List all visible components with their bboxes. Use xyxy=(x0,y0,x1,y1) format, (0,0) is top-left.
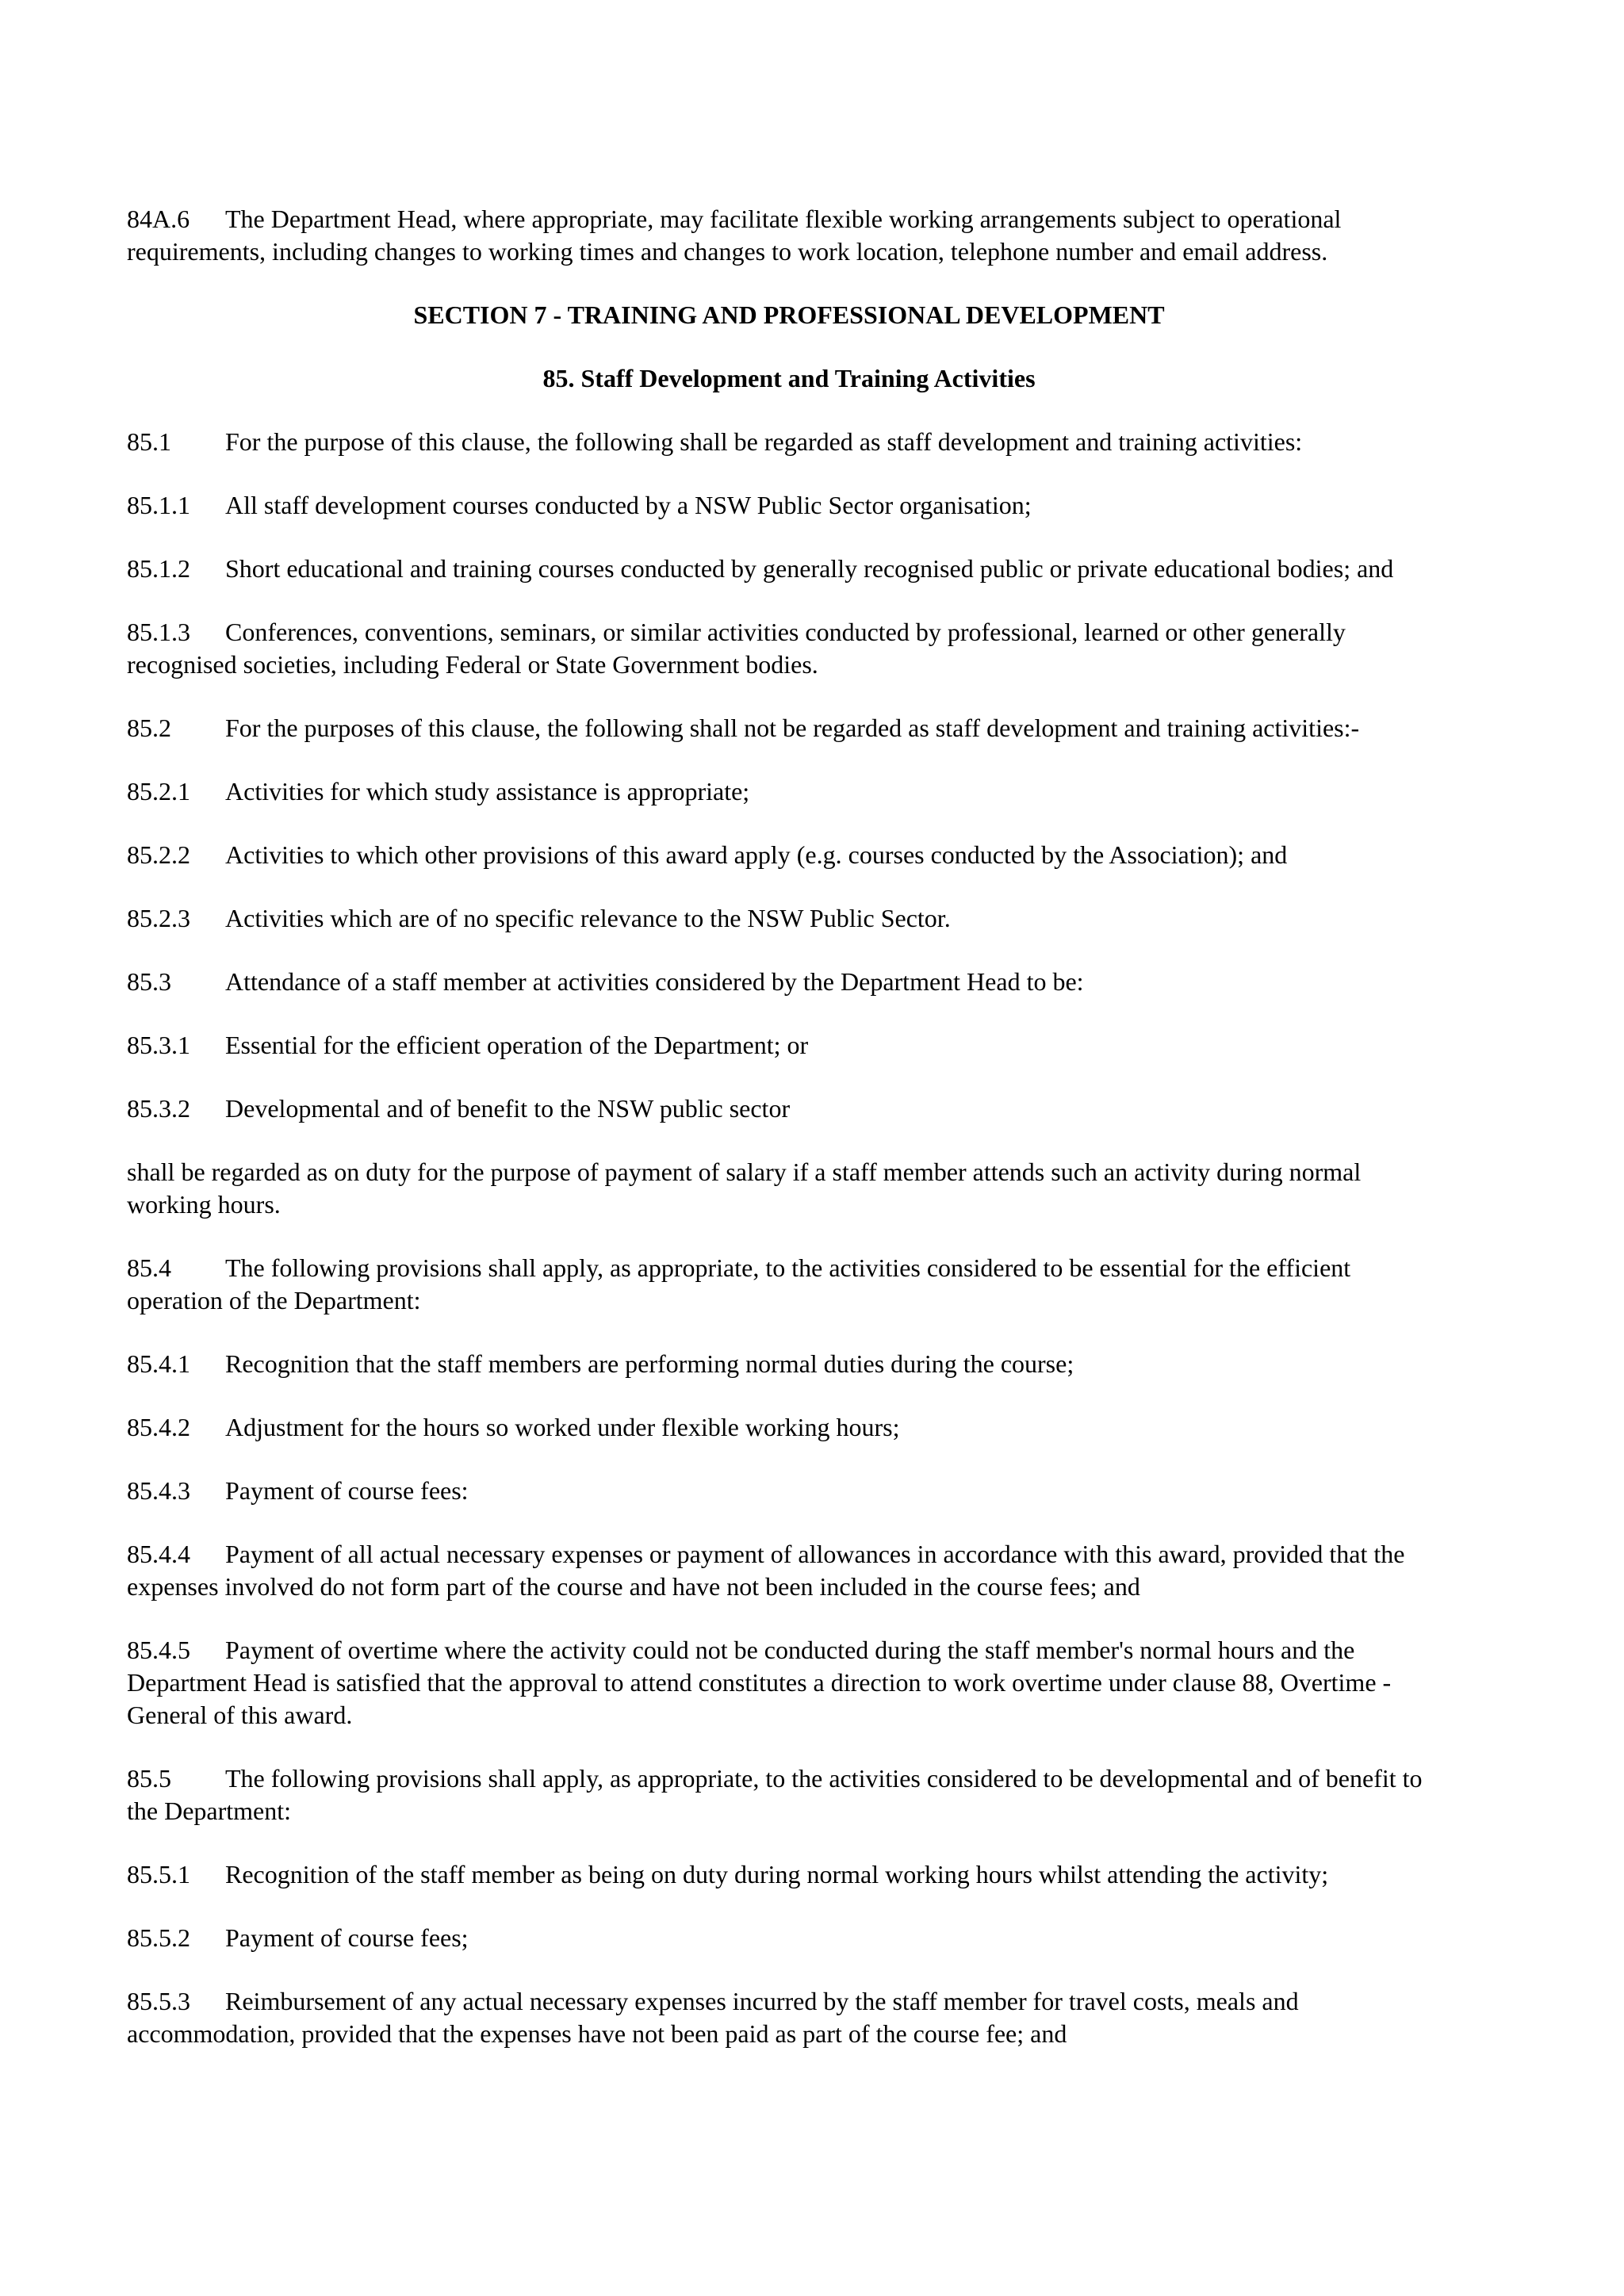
clause-number: 85.1.3 xyxy=(127,618,190,646)
clause-text: Reimbursement of any actual necessary expenses incurred by the staff member for travel costs, meals and accommodation, provided that the expenses have not been paid as part of the course fee; and xyxy=(127,1987,1299,2048)
clause-number: 85.5 xyxy=(127,1764,171,1793)
clause-text: Payment of course fees; xyxy=(225,1923,469,1952)
clause-text: Essential for the efficient operation of the Department; or xyxy=(225,1031,809,1059)
clause-number: 85.1 xyxy=(127,427,171,456)
clause-text: Payment of all actual necessary expenses or payment of allowances in accordance with this award, provided that the expenses involved do not form part of the course and have not been included in the course fees; and xyxy=(127,1540,1405,1601)
clause-number: 85.3.1 xyxy=(127,1031,190,1059)
clause-85-2-1 xyxy=(127,775,1451,808)
clause-text: Activities for which study assistance is appropriate; xyxy=(225,777,750,806)
clause-85-2 xyxy=(127,712,1451,744)
clause-85-3-continuation xyxy=(127,1156,1451,1221)
clause-number: 85.2.1 xyxy=(127,777,190,806)
clause-text: Activities which are of no specific relevance to the NSW Public Sector. xyxy=(225,904,951,932)
clause-85-1-3 xyxy=(127,616,1451,681)
clause-number: 85.4.5 xyxy=(127,1636,190,1664)
clause-number: 85.4.4 xyxy=(127,1540,190,1568)
clause-text: Conferences, conventions, seminars, or similar activities conducted by professional, learned or other generally recognised societies, including Federal or State Government bodies. xyxy=(127,618,1346,679)
clause-85-4-5 xyxy=(127,1634,1451,1732)
clause-text: Payment of course fees: xyxy=(225,1476,469,1505)
clause-85-5-2 xyxy=(127,1922,1451,1954)
clause-number: 85.2.2 xyxy=(127,840,190,869)
clause-number: 85.4 xyxy=(127,1253,171,1282)
clause-text: Activities to which other provisions of this award apply (e.g. courses conducted by the Association); and xyxy=(225,840,1288,869)
clause-number: 85.2.3 xyxy=(127,904,190,932)
clause-text: Recognition of the staff member as being on duty during normal working hours whilst attending the activity; xyxy=(225,1860,1329,1888)
clause-85-4-4 xyxy=(127,1538,1451,1603)
section-heading: SECTION 7 - TRAINING AND PROFESSIONAL DEVELOPMENT xyxy=(413,300,1165,329)
clause-number: 85.3 xyxy=(127,967,171,996)
clause-text: shall be regarded as on duty for the purpose of payment of salary if a staff member attends such an activity during normal working hours. xyxy=(127,1158,1362,1219)
clause-text: Attendance of a staff member at activities considered by the Department Head to be: xyxy=(225,967,1084,996)
clause-85-5-3 xyxy=(127,1985,1451,2050)
document-body xyxy=(127,203,1451,2081)
clause-85-4-1 xyxy=(127,1348,1451,1380)
clause-84A-6 xyxy=(127,203,1451,268)
clause-number: 85.2 xyxy=(127,714,171,742)
clause-text: Developmental and of benefit to the NSW public sector xyxy=(225,1094,791,1123)
clause-85-4 xyxy=(127,1252,1451,1317)
clause-text: Payment of overtime where the activity could not be conducted during the staff member's normal hours and the Department Head is satisfied that the approval to attend constitutes a direction to work overtime under clause 88, Overtime - General of this award. xyxy=(127,1636,1392,1729)
clause-85-1-1 xyxy=(127,489,1451,522)
clause-85-2-2 xyxy=(127,839,1451,871)
clause-85-3-1 xyxy=(127,1029,1451,1062)
clause-85-3-2 xyxy=(127,1093,1451,1125)
clause-number: 84A.6 xyxy=(127,205,190,233)
clause-number: 85.5.3 xyxy=(127,1987,190,2015)
clause-85-1 xyxy=(127,426,1451,458)
clause-number: 85.5.2 xyxy=(127,1923,190,1952)
clause-number: 85.4.2 xyxy=(127,1413,190,1441)
clause-text: For the purposes of this clause, the following shall not be regarded as staff development and training activities:- xyxy=(225,714,1360,742)
clause-text: All staff development courses conducted by a NSW Public Sector organisation; xyxy=(225,491,1032,519)
clause-85-3 xyxy=(127,966,1451,998)
clause-number: 85.1.1 xyxy=(127,491,190,519)
clause-85-4-3 xyxy=(127,1475,1451,1507)
clause-number: 85.3.2 xyxy=(127,1094,190,1123)
clause-text: Recognition that the staff members are performing normal duties during the course; xyxy=(225,1349,1074,1378)
clause-text: The following provisions shall apply, as appropriate, to the activities considered to be essential for the efficient operation of the Department: xyxy=(127,1253,1351,1314)
clause-text: Adjustment for the hours so worked under flexible working hours; xyxy=(225,1413,900,1441)
clause-85-5-1 xyxy=(127,1858,1451,1891)
clause-text: The following provisions shall apply, as appropriate, to the activities considered to be developmental and of benefit to the Department: xyxy=(127,1764,1423,1825)
clause-number: 85.4.3 xyxy=(127,1476,190,1505)
clause-text: For the purpose of this clause, the following shall be regarded as staff development and training activities: xyxy=(225,427,1303,456)
clause-number: 85.1.2 xyxy=(127,554,190,583)
clause-85-1-2 xyxy=(127,553,1451,585)
clause-text: The Department Head, where appropriate, may facilitate flexible working arrangements subject to operational requirements, including changes to working times and changes to work location, telephone number and email address. xyxy=(127,205,1342,266)
clause-number: 85.4.1 xyxy=(127,1349,190,1378)
clause-text: Short educational and training courses conducted by generally recognised public or private educational bodies; and xyxy=(225,554,1394,583)
clause-85-4-2 xyxy=(127,1411,1451,1444)
clause-number: 85.5.1 xyxy=(127,1860,190,1888)
clause-85-2-3 xyxy=(127,902,1451,935)
clause-heading: 85. Staff Development and Training Activities xyxy=(542,364,1036,392)
clause-85-5 xyxy=(127,1762,1451,1827)
